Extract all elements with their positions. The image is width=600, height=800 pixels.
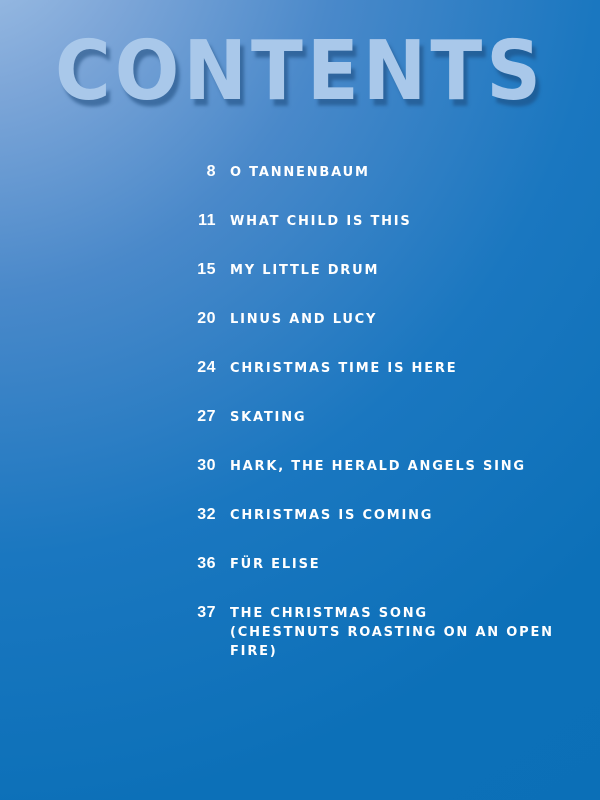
toc-song-title: LINUS AND LUCY	[230, 312, 378, 327]
toc-list	[0, 163, 600, 662]
toc-entry	[0, 212, 600, 261]
toc-entry	[0, 408, 600, 457]
toc-page-number: 36	[197, 555, 216, 572]
toc-page-number: 32	[197, 506, 216, 523]
toc-page-number: 37	[197, 604, 216, 621]
toc-page-number: 20	[197, 310, 216, 327]
toc-entry	[0, 310, 600, 359]
toc-song-title: MY LITTLE DRUM	[230, 263, 380, 278]
toc-song-title: CHRISTMAS TIME IS HERE	[230, 361, 458, 376]
toc-song-title: O TANNENBAUM	[230, 165, 370, 180]
toc-song-title: WHAT CHILD IS THIS	[230, 214, 412, 229]
toc-entry	[0, 555, 600, 604]
toc-entry	[0, 261, 600, 310]
toc-song-title: FÜR ELISE	[230, 557, 321, 572]
toc-entry	[0, 457, 600, 506]
title-area	[0, 22, 600, 119]
toc-page-number: 24	[197, 359, 216, 376]
toc-entry	[0, 163, 600, 212]
toc-song-title: SKATING	[230, 410, 307, 425]
toc-song-title: HARK, THE HERALD ANGELS SING	[230, 459, 526, 474]
toc-page-number: 27	[197, 408, 216, 425]
toc-page-number: 8	[206, 163, 216, 180]
toc-page-number: 11	[198, 212, 216, 229]
toc-page-number: 15	[197, 261, 216, 278]
toc-song-subtitle: (CHESTNUTS ROASTING ON AN OPEN FIRE)	[230, 624, 554, 659]
toc-song-title: CHRISTMAS IS COMING	[230, 508, 434, 523]
toc-entry	[0, 506, 600, 555]
toc-entry	[0, 359, 600, 408]
toc-page-number: 30	[197, 457, 216, 474]
page-title: CONTENTS	[55, 22, 545, 119]
toc-entry	[0, 604, 600, 662]
toc-song-title: THE CHRISTMAS SONG (CHESTNUTS ROASTING ON AN OPEN FIRE)	[230, 605, 570, 662]
